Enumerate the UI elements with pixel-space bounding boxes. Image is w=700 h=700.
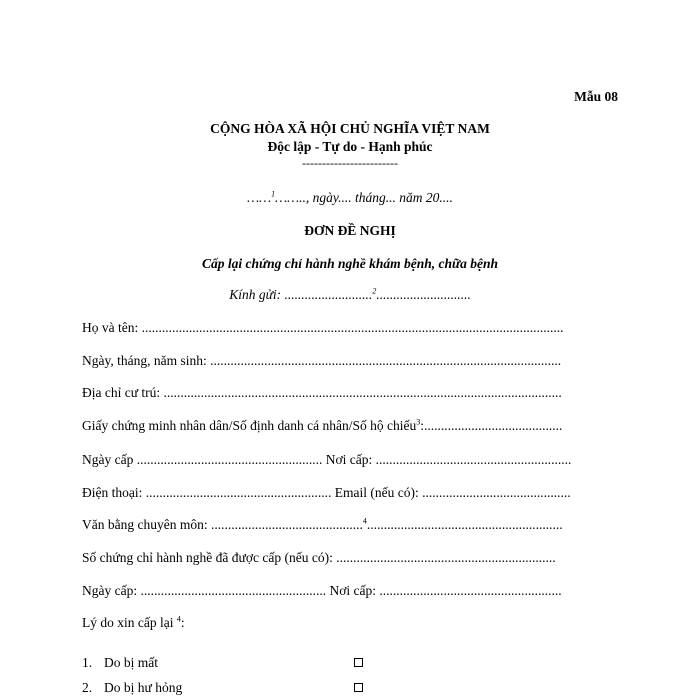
- reason-text: Lý do xin cấp lại: [82, 615, 177, 630]
- option-number: 1.: [82, 655, 93, 670]
- footnote-reason: 4: [176, 614, 181, 624]
- field-date-of-birth: Ngày, tháng, năm sinh: ........................................................................................................: [82, 353, 562, 368]
- degree-label: Văn bằng chuyên môn: .............................................: [82, 517, 363, 532]
- id-dots: :.........................................: [420, 418, 563, 433]
- field-full-name: Họ và tên: .............................................................................................................................: [82, 320, 564, 335]
- field-issue-date-place: Ngày cấp ....................................................... Nơi cấp: ..........................................................: [82, 452, 572, 467]
- footnote-1: 1: [271, 189, 276, 199]
- place-date-line: [0, 190, 700, 206]
- place-lead: ……: [247, 190, 272, 205]
- date-text: …….., ngày.... tháng... năm 20....: [275, 190, 453, 205]
- field-id-number: [82, 418, 562, 434]
- reason-suffix: :: [180, 615, 185, 630]
- id-label: Giấy chứng minh nhân dân/Số định danh cá nhân/Số hộ chiếu: [82, 418, 417, 433]
- document-subtitle: Cấp lại chứng chỉ hành nghề khám bệnh, chữa bệnh: [202, 256, 498, 271]
- field-certificate-number: Số chứng chỉ hành nghề đã được cấp (nếu có): .................................................................: [82, 550, 556, 565]
- footnote-4: 4: [362, 516, 367, 526]
- checkbox-damaged[interactable]: [354, 683, 363, 692]
- option-number: 2.: [82, 680, 93, 695]
- checkbox-lost[interactable]: [354, 658, 363, 667]
- reason-label: [82, 615, 185, 631]
- field-residence: Địa chỉ cư trú: ......................................................................................................................: [82, 385, 562, 400]
- option-label-lost: Do bị mất: [104, 655, 158, 670]
- document-title: ĐƠN ĐỀ NGHỊ: [304, 223, 396, 238]
- recipient-label: Kính gửi: ..........................: [229, 287, 373, 302]
- option-label-damaged: Do bị hư hỏng: [104, 680, 183, 695]
- degree-dots: ..........................................................: [366, 517, 563, 532]
- recipient-line: [0, 287, 700, 303]
- national-motto: Độc lập - Tự do - Hạnh phúc: [267, 139, 433, 154]
- field-cert-issue-date-place: Ngày cấp: ....................................................... Nơi cấp: ......................................................: [82, 583, 562, 598]
- footnote-3: 3: [416, 417, 421, 427]
- recipient-dots: ............................: [376, 287, 471, 302]
- form-code: Mẫu 08: [574, 89, 618, 104]
- header-separator: ------------------------: [302, 156, 398, 170]
- field-degree: [82, 517, 563, 533]
- country-name: CỘNG HÒA XÃ HỘI CHỦ NGHĨA VIỆT NAM: [210, 121, 490, 136]
- field-phone-email: Điện thoại: ....................................................... Email (nếu có): ............................................: [82, 485, 571, 500]
- footnote-2: 2: [372, 286, 377, 296]
